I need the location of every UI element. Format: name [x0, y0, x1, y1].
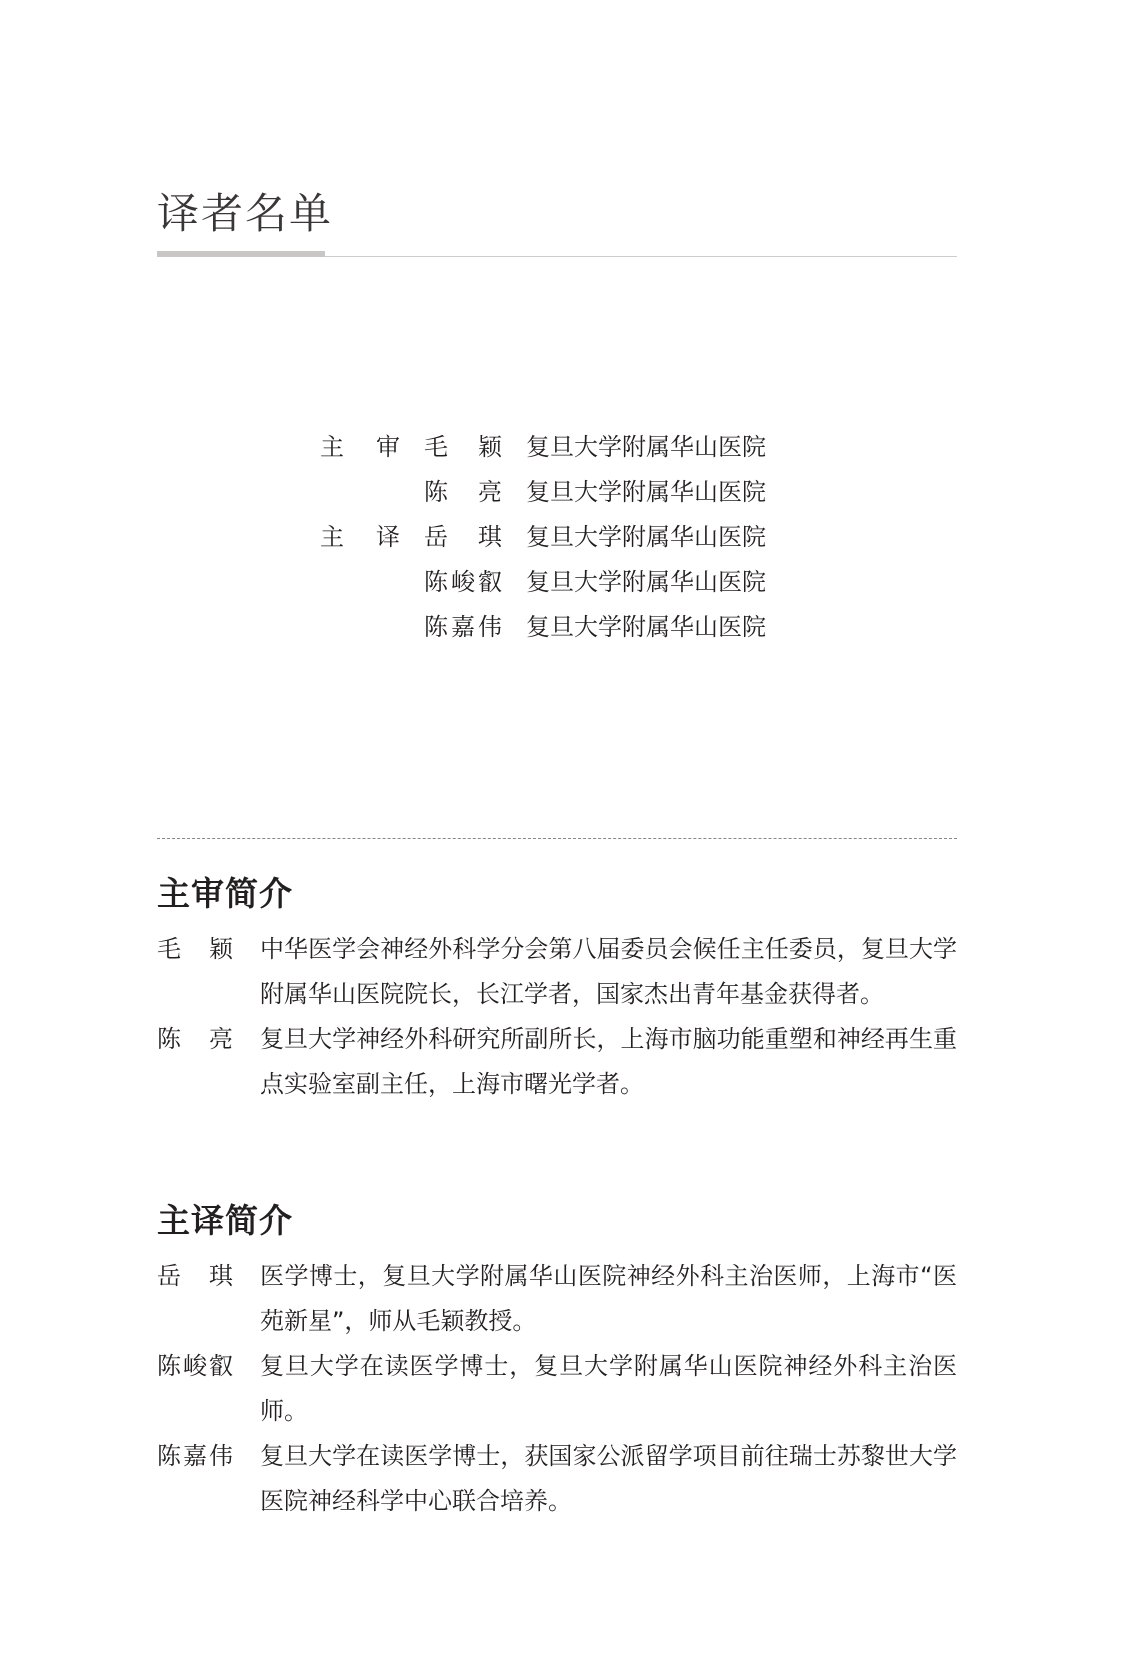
roster-affiliation: 复旦大学附属华山医院	[526, 522, 766, 551]
chief-translator-bios	[157, 1254, 957, 1524]
roster-row	[320, 514, 820, 559]
bio-name: 陈 嘉 伟	[157, 1442, 233, 1470]
section-title-chief-translator: 主译简介	[157, 1201, 293, 1240]
roster-affiliation: 复旦大学附属华山医院	[526, 432, 766, 461]
bio-item	[157, 1344, 957, 1434]
bio-item	[157, 1254, 957, 1344]
bio-item	[157, 1017, 957, 1107]
bio-text: 中华医学会神经外科学分会第八届委员会候任主任委员，复旦大学附属华山医院院长，长江学者，国家杰出青年基金获得者。	[260, 935, 957, 1008]
page-title: 译者名单	[157, 189, 334, 238]
bio-item	[157, 927, 957, 1017]
chief-reviewer-bios	[157, 927, 957, 1107]
bio-item	[157, 1434, 957, 1524]
roster-name: 岳 琪	[424, 522, 502, 551]
bio-name: 陈 峻 叡	[157, 1352, 233, 1380]
bio-text: 复旦大学在读医学博士，获国家公派留学项目前往瑞士苏黎世大学医院神经科学中心联合培养。	[260, 1442, 957, 1515]
section-divider	[157, 838, 957, 839]
bio-text: 复旦大学神经外科研究所副所长，上海市脑功能重塑和神经再生重点实验室副主任，上海市曙光学者。	[260, 1025, 957, 1098]
title-underline-accent	[157, 251, 325, 257]
bio-name: 岳 琪	[157, 1262, 233, 1290]
roster-row	[320, 559, 820, 604]
roster-row	[320, 469, 820, 514]
roster-role: 主 审	[320, 432, 400, 461]
roster-affiliation: 复旦大学附属华山医院	[526, 567, 766, 596]
roster-row	[320, 604, 820, 649]
section-title-chief-reviewer: 主审简介	[157, 874, 293, 913]
roster-name: 陈 峻 叡	[424, 567, 502, 596]
translator-roster	[320, 424, 820, 649]
roster-name: 陈 嘉 伟	[424, 612, 502, 641]
bio-name: 毛 颖	[157, 935, 233, 963]
roster-name: 毛 颖	[424, 432, 502, 461]
bio-text: 医学博士，复旦大学附属华山医院神经外科主治医师，上海市“医苑新星”，师从毛颖教授。	[260, 1262, 957, 1335]
bio-name: 陈 亮	[157, 1025, 233, 1053]
bio-text: 复旦大学在读医学博士，复旦大学附属华山医院神经外科主治医师。	[260, 1352, 957, 1425]
roster-row	[320, 424, 820, 469]
roster-affiliation: 复旦大学附属华山医院	[526, 612, 766, 641]
roster-affiliation: 复旦大学附属华山医院	[526, 477, 766, 506]
roster-role: 主 译	[320, 522, 400, 551]
roster-name: 陈 亮	[424, 477, 502, 506]
